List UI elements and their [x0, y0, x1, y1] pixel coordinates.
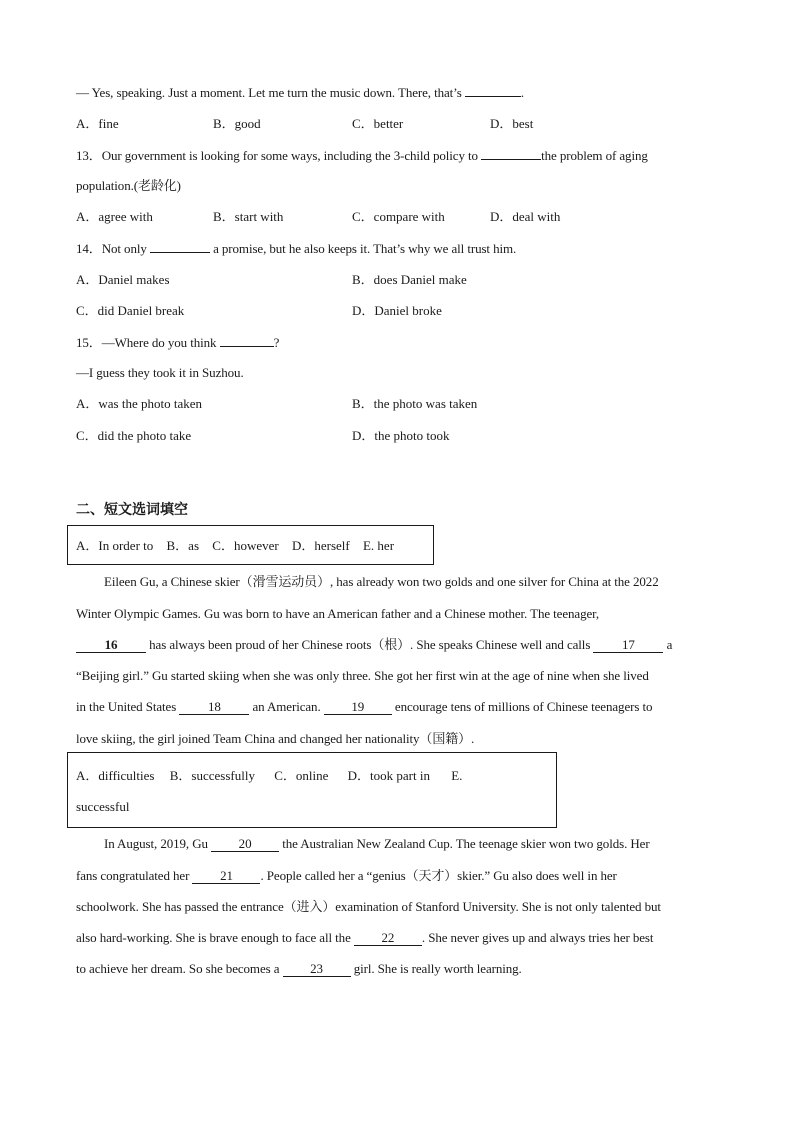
- q14-option-d: D．Daniel broke: [352, 303, 442, 318]
- q13-option-d: D．deal with: [490, 209, 561, 224]
- blank-21: 21: [192, 869, 260, 884]
- q15-option-c: C．did the photo take: [76, 428, 192, 443]
- q13-line2: population.(老龄化): [76, 178, 181, 193]
- box1-option-c: C．however: [212, 538, 279, 553]
- box2-option-e: E.: [451, 768, 463, 783]
- blank-19: 19: [324, 700, 392, 715]
- p1-line3: 16 has always been proud of her Chinese roots（根）. She speaks Chinese well and calls 17 a: [76, 637, 672, 653]
- box1-option-e: E. her: [362, 538, 395, 553]
- p1-line2: Winter Olympic Games. Gu was born to have an American father and a Chinese mother. The teenager,: [76, 606, 600, 621]
- blank-22: 22: [354, 931, 422, 946]
- p2-line2: fans congratulated her 21 . People called her a “genius（天才）skier.” Gu also does well in her: [76, 868, 617, 883]
- section-heading: 二、短文选词填空: [76, 502, 188, 518]
- q14-option-b: B．does Daniel make: [352, 272, 467, 287]
- box2-option-d: D．took part in: [347, 768, 430, 783]
- box1-option-b: B．as: [166, 538, 200, 553]
- p2-line1: In August, 2019, Gu 20 the Australian New Zealand Cup. The teenage skier won two golds. Her: [104, 836, 650, 851]
- blank-20: 20: [211, 837, 279, 852]
- blank-16: 16: [76, 638, 146, 653]
- word-box-2: [67, 752, 557, 828]
- q15-blank: [220, 334, 274, 347]
- q14-blank: [150, 240, 210, 253]
- q12-line: — Yes, speaking. Just a moment. Let me turn the music down. There, that’s .: [76, 85, 524, 100]
- box1-option-a: A．In order to: [76, 538, 154, 553]
- q12-option-b: B．good: [213, 116, 261, 131]
- q15-option-d: D．the photo took: [352, 428, 450, 443]
- q13-option-a: A．agree with: [76, 209, 153, 224]
- box2-option-a: A．difficulties: [76, 768, 155, 783]
- p1-line4: “Beijing girl.” Gu started skiing when she was only three. She got her first win at the age of nine when she lived: [76, 668, 649, 683]
- q14-option-a: A．Daniel makes: [76, 272, 170, 287]
- p2-line3: schoolwork. She has passed the entrance（进入）examination of Stanford University. She is not only talented but: [76, 899, 661, 914]
- q14-option-c: C．did Daniel break: [76, 303, 185, 318]
- box2-option-c: C．online: [274, 768, 329, 783]
- q12-option-c: C．better: [352, 116, 404, 131]
- p2-line4: also hard-working. She is brave enough to face all the 22 . She never gives up and always tries her best: [76, 930, 654, 945]
- q12-blank: [465, 84, 521, 97]
- q12-option-a: A．fine: [76, 116, 119, 131]
- q14-line: 14．Not only a promise, but he also keeps it. That’s why we all trust him.: [76, 241, 517, 256]
- p1-line5: in the United States 18 an American. 19 encourage tens of millions of Chinese teenagers to: [76, 699, 653, 714]
- blank-17: 17: [593, 638, 663, 653]
- q15-line: 15．—Where do you think ?: [76, 335, 280, 350]
- blank-23: 23: [283, 962, 351, 977]
- q13-line1: 13．Our government is looking for some ways, including the 3-child policy to the problem of aging: [76, 148, 648, 163]
- word-box-1: [67, 525, 434, 565]
- p1-line1: Eileen Gu, a Chinese skier（滑雪运动员）, has already won two golds and one silver for China at the 2022: [104, 574, 659, 589]
- q13-option-b: B．start with: [213, 209, 284, 224]
- q13-blank: [481, 147, 541, 160]
- q15-option-a: A．was the photo taken: [76, 396, 203, 411]
- p1-line6: love skiing, the girl joined Team China and changed her nationality（国籍）.: [76, 731, 475, 746]
- p2-line5: to achieve her dream. So she becomes a 23 girl. She is really worth learning.: [76, 961, 522, 976]
- box2-option-b: B．successfully: [169, 768, 255, 783]
- box2-option-e-word: successful: [76, 799, 130, 814]
- q12-option-d: D．best: [490, 116, 534, 131]
- q15-answer: —I guess they took it in Suzhou.: [76, 365, 244, 380]
- blank-18: 18: [179, 700, 249, 715]
- q13-option-c: C．compare with: [352, 209, 445, 224]
- q15-option-b: B．the photo was taken: [352, 396, 478, 411]
- box1-option-d: D．herself: [291, 538, 350, 553]
